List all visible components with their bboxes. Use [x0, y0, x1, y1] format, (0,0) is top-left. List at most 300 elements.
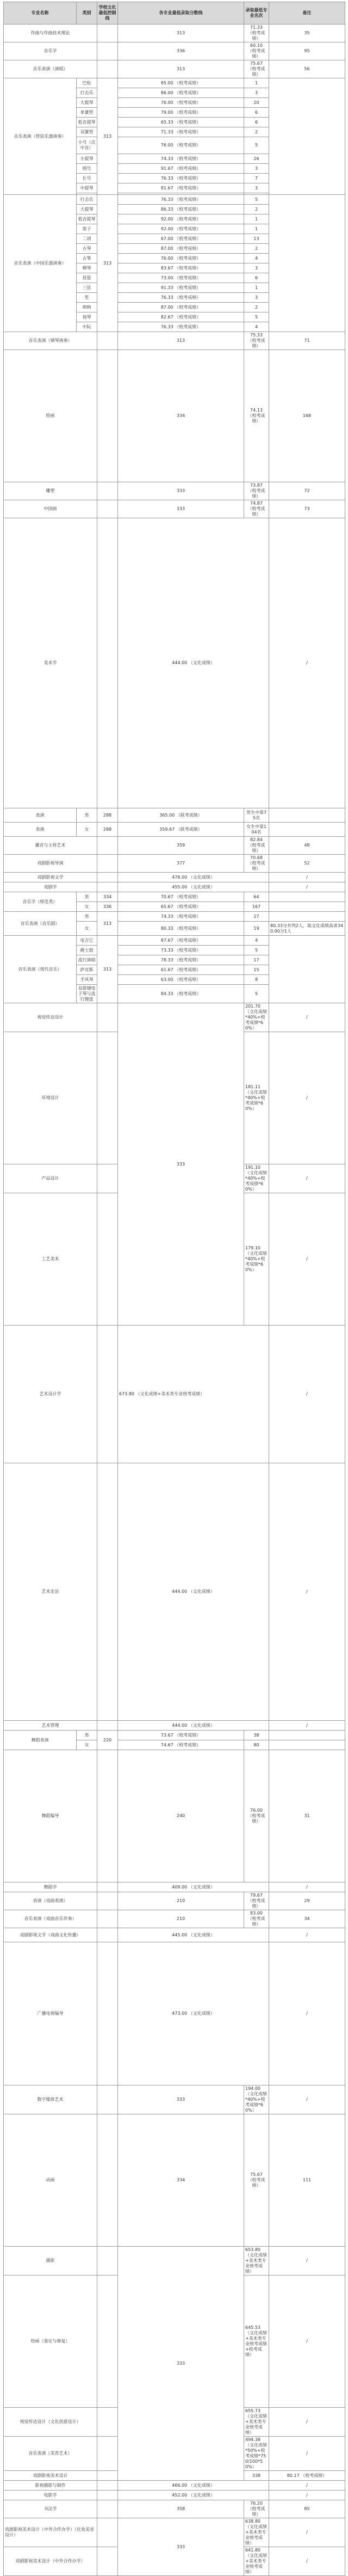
table-cell	[97, 855, 118, 873]
table-cell: 38	[244, 1731, 269, 1740]
table-cell: /	[269, 882, 345, 892]
table-cell: 60.10 （校考成绩）	[244, 42, 269, 60]
table-cell: 摄影	[4, 2247, 97, 2276]
table-cell: 工艺美术	[4, 1193, 97, 1326]
table-cell: 473.00 （文化成绩）	[118, 1942, 269, 2086]
admission-score-table	[3, 2, 345, 2576]
table-cell: 20	[244, 98, 269, 108]
table-cell	[269, 912, 345, 922]
header-category: 类别	[77, 2, 97, 24]
table-cell: 舞蹈学	[4, 1882, 97, 1892]
table-cell: 288	[97, 823, 118, 837]
table-cell: 31	[269, 1750, 345, 1882]
table-cell	[97, 2500, 118, 2518]
table-cell: 87.00 （校考成绩）	[118, 244, 244, 254]
table-cell: /	[269, 2481, 345, 2491]
table-cell: 音乐学	[4, 42, 97, 60]
table-cell: 5	[244, 946, 269, 955]
table-cell: 79.67 （校考成绩）	[244, 1892, 269, 1910]
table-cell: 双簧管	[77, 127, 97, 137]
table-cell: 76.00 （校考成绩）	[118, 98, 244, 108]
table-cell: 19	[244, 922, 269, 936]
table-cell: 73.87 （校考成绩）	[244, 482, 269, 500]
table-cell	[97, 332, 118, 350]
header-min-score: 各专业最低录取分数线	[118, 2, 244, 24]
table-cell: 双排键电子琴与流行键盘	[77, 985, 97, 1003]
table-cell: 3	[244, 183, 269, 193]
table-row	[4, 1882, 345, 1892]
table-row	[4, 837, 345, 855]
table-cell: 打击乐	[77, 88, 97, 98]
table-row	[4, 936, 345, 946]
table-cell: 小提琴	[77, 154, 97, 164]
table-cell: 低音提琴	[77, 118, 97, 127]
table-cell: 中国画	[4, 500, 97, 518]
table-cell: /	[269, 1193, 345, 1326]
table-row	[4, 1731, 345, 1740]
table-cell: 65.67 （校考成绩）	[118, 902, 244, 912]
table-cell	[97, 2491, 118, 2500]
table-cell: 313	[97, 912, 118, 936]
table-cell: 79.00 （校考成绩）	[118, 108, 244, 118]
table-cell: 72	[269, 482, 345, 500]
table-cell: 表演（戏曲表演）	[4, 1892, 97, 1910]
table-cell: 音乐表演（音乐剧）	[4, 912, 77, 936]
table-cell: 455.00 （文化成绩）	[118, 882, 269, 892]
table-cell: 365.00 （联考成绩）	[118, 808, 244, 823]
table-cell: 1	[244, 214, 269, 224]
table-cell: 2	[244, 205, 269, 214]
table-cell: 444.00 （文化成绩）	[118, 518, 269, 808]
table-cell: /	[269, 2491, 345, 2500]
table-cell: 70.67 （校考成绩）	[118, 892, 244, 902]
table-row	[4, 2500, 345, 2518]
header-remarks: 备注	[269, 2, 345, 24]
table-cell: 333	[118, 2247, 244, 2481]
table-cell: 15	[244, 965, 269, 975]
table-row	[4, 482, 345, 500]
table-cell	[97, 24, 118, 42]
table-cell	[97, 2086, 118, 2114]
table-cell: 73.67 （校考成绩）	[118, 1731, 244, 1740]
table-cell: 二胡	[77, 234, 97, 244]
table-cell: 29	[269, 1892, 345, 1910]
table-row	[4, 1750, 345, 1882]
table-cell: 92.00 （校考成绩）	[118, 214, 244, 224]
table-cell: 琵琶	[77, 273, 97, 283]
table-cell: 6	[244, 108, 269, 118]
table-cell: /	[269, 1032, 345, 1164]
table-cell: 音乐表演（现代音乐）	[4, 936, 77, 1003]
table-cell: 手风琴	[77, 975, 97, 985]
table-cell: 73	[269, 500, 345, 518]
table-cell: 音乐表演（戏曲音乐伴奏）	[4, 1910, 97, 1928]
table-cell	[269, 936, 345, 1003]
table-cell: 低音提琴	[77, 214, 97, 224]
table-cell: 戏剧影视文学	[4, 873, 97, 882]
table-cell: 6	[244, 118, 269, 127]
table-cell: 655.73 （文化成绩+美术类专业统考成绩）	[244, 2408, 269, 2437]
table-cell: 音乐学（师范类）	[4, 892, 77, 912]
table-cell: /	[269, 1928, 345, 1942]
table-cell: 男生中第75名	[244, 808, 269, 823]
table-cell: 313	[118, 60, 244, 78]
table-cell: 71.33 （校考成绩）	[118, 127, 244, 137]
table-cell: 古筝	[77, 254, 97, 263]
table-cell: 戏剧影视美术设计	[4, 2471, 97, 2481]
table-cell: 78.33 （校考成绩）	[118, 955, 244, 965]
table-cell: 35	[269, 24, 345, 42]
table-cell: 小号（次中音）	[77, 137, 97, 154]
table-row	[4, 2491, 345, 2500]
table-cell: 76.33 （校考成绩）	[118, 293, 244, 303]
table-cell: 76.33 （校考成绩）	[118, 322, 244, 332]
table-cell	[269, 823, 345, 837]
table-cell: 494.38 （文化成绩*50%+校考成绩*750/100*50%）	[244, 2437, 269, 2471]
table-cell: /	[269, 1164, 345, 1193]
table-cell: 168	[269, 350, 345, 482]
table-cell: 圆号	[77, 164, 97, 174]
table-row	[4, 2247, 345, 2276]
table-cell: /	[269, 1721, 345, 1731]
table-cell: 雕塑	[4, 482, 97, 500]
table-cell: 240	[118, 1750, 244, 1882]
table-cell: 产品设计	[4, 1164, 97, 1193]
table-cell	[269, 78, 345, 195]
table-cell: 扬琴	[77, 312, 97, 322]
table-cell: 播音与主持艺术	[4, 837, 97, 855]
table-cell: 4	[244, 936, 269, 946]
table-cell: 80	[244, 1740, 269, 1750]
table-cell: 75.67 （校考成绩）	[244, 60, 269, 78]
table-cell: 82.67 （校考成绩）	[118, 312, 244, 322]
table-cell	[269, 808, 345, 823]
table-cell: 61.67 （校考成绩）	[118, 965, 244, 975]
table-cell: 91.33 （校考成绩）	[118, 283, 244, 293]
table-cell	[97, 873, 118, 882]
table-row	[4, 1892, 345, 1910]
table-cell	[97, 1003, 118, 1032]
table-cell: 358	[118, 2500, 244, 2518]
table-cell: 653.80 （文化成绩+美术类专业统考成绩）	[244, 2247, 269, 2276]
table-cell: 111	[269, 2114, 345, 2247]
table-cell: 333	[118, 500, 244, 518]
table-cell: 76.33 （校考成绩）	[118, 195, 244, 205]
table-cell: /	[269, 2276, 345, 2408]
table-cell: 绘画	[4, 350, 97, 482]
table-cell: /	[269, 2086, 345, 2114]
table-cell: 64	[244, 892, 269, 902]
table-cell: 67.00 （校考成绩）	[118, 234, 244, 244]
table-cell: 83.00 （校考成绩）	[244, 1910, 269, 1928]
table-cell	[269, 1731, 345, 1740]
table-cell: 5	[244, 312, 269, 322]
table-row	[4, 2086, 345, 2114]
table-cell: 333	[118, 2086, 244, 2114]
table-cell: 444.00 （文化成绩）	[118, 1721, 269, 1731]
table-cell: 3	[244, 293, 269, 303]
table-cell: 638.80 （文化成绩+美术类专业统考成绩）	[244, 2518, 269, 2547]
table-cell: 74.33 （校考成绩）	[118, 912, 244, 922]
table-cell: 男	[77, 1731, 97, 1740]
table-cell: 3	[244, 164, 269, 174]
table-cell	[97, 2276, 118, 2408]
table-cell	[97, 1193, 118, 1326]
table-cell: 4	[244, 254, 269, 263]
table-cell: 70.68 （校考成绩）	[244, 855, 269, 873]
table-cell: /	[269, 2247, 345, 2276]
table-cell: 313	[97, 78, 118, 195]
table-cell: 6	[244, 273, 269, 283]
table-cell: 27	[244, 912, 269, 922]
table-cell	[97, 2518, 118, 2547]
table-cell: 377	[118, 855, 244, 873]
table-cell: 645.53 （文化成绩+美术类专业统考成绩+校考成绩）	[244, 2276, 269, 2408]
table-row	[4, 882, 345, 892]
table-cell: 5	[244, 137, 269, 154]
table-row	[4, 500, 345, 518]
table-row	[4, 823, 345, 837]
table-cell: /	[269, 873, 345, 882]
table-cell: 表演	[4, 808, 77, 823]
table-cell: 409.00 （文化成绩）	[118, 1882, 269, 1892]
table-cell: 336	[118, 42, 244, 60]
table-cell: 男	[77, 808, 97, 823]
table-row	[4, 332, 345, 350]
table-row	[4, 873, 345, 882]
table-cell: 戏剧影视文学（戏曲文化传播）	[4, 1928, 97, 1942]
table-cell: 80.17 （校考成绩）	[269, 2471, 345, 2481]
table-cell: 673.80 （文化成绩+美术类专业统考成绩）	[118, 1326, 269, 1463]
table-cell	[97, 350, 118, 482]
table-cell: 76.00 （校考成绩）	[118, 137, 244, 154]
table-cell	[97, 1326, 118, 1463]
table-cell: 210	[118, 1910, 244, 1928]
table-cell: 83.67 （校考成绩）	[118, 263, 244, 273]
table-cell	[97, 60, 118, 78]
table-cell	[97, 1164, 118, 1193]
table-cell: 313	[118, 332, 244, 350]
table-cell: 76.20 （校考成绩）	[244, 2500, 269, 2518]
table-cell: 影视摄影与制作	[4, 2481, 97, 2491]
table-cell: /	[269, 2518, 345, 2547]
table-cell: 26	[244, 154, 269, 164]
table-cell: 美术学	[4, 518, 97, 808]
table-cell: 女	[77, 1740, 97, 1750]
table-cell	[97, 1721, 118, 1731]
table-cell: 92.00 （校考成绩）	[118, 224, 244, 234]
table-cell: 电吉它	[77, 936, 97, 946]
table-cell: 76.00 （校考成绩）	[244, 1750, 269, 1882]
table-cell: 333	[118, 1003, 244, 1326]
table-cell: 359	[118, 837, 244, 855]
table-cell: 作曲与作曲技术理论	[4, 24, 97, 42]
table-row	[4, 1463, 345, 1721]
table-cell: 表演	[4, 823, 77, 837]
table-cell	[97, 1892, 118, 1910]
table-cell: 音乐表演（管弦乐器演奏）	[4, 78, 77, 195]
table-cell: 2	[244, 127, 269, 137]
table-cell: 179.10 （文化成绩*40%+校考成绩*60%）	[244, 1193, 269, 1326]
table-header-row	[4, 2, 345, 24]
table-cell: 95	[269, 42, 345, 60]
table-row	[4, 350, 345, 482]
table-cell: 爵士鼓	[77, 946, 97, 955]
table-cell: /	[269, 2408, 345, 2437]
table-cell: 广播电视编导	[4, 1942, 97, 2086]
table-cell	[97, 1032, 118, 1164]
table-row	[4, 42, 345, 60]
table-cell: /	[269, 1003, 345, 1032]
table-row	[4, 1910, 345, 1928]
table-cell: 73.00 （校考成绩）	[118, 273, 244, 283]
table-cell: 绘画（鉴定与修复）	[4, 2276, 97, 2408]
table-cell: 81.67 （校考成绩）	[118, 183, 244, 193]
table-cell	[97, 2437, 118, 2471]
table-cell: 48	[269, 837, 345, 855]
table-cell	[269, 902, 345, 912]
table-cell: 音乐表演（钢琴演奏）	[4, 332, 97, 350]
table-cell: 641.80 （文化成绩+美术类专业统考成绩）	[244, 2547, 269, 2576]
table-cell: 巴松	[77, 78, 97, 88]
table-cell: 1	[244, 283, 269, 293]
table-cell: 74.87 （校考成绩）	[244, 500, 269, 518]
table-cell	[97, 2547, 118, 2576]
table-cell: 75.67 （校考成绩）	[244, 2114, 269, 2247]
table-cell	[97, 1928, 118, 1942]
table-cell: 音乐表演（中国乐器演奏）	[4, 195, 77, 332]
table-row	[4, 60, 345, 78]
table-cell: 333	[118, 2518, 244, 2576]
table-cell: 338	[244, 2471, 269, 2481]
table-cell: 柳琴	[77, 263, 97, 273]
table-cell: 大提琴	[77, 205, 97, 214]
table-cell: 单簧管	[77, 108, 97, 118]
table-row	[4, 2114, 345, 2247]
table-cell: /	[269, 2437, 345, 2471]
table-cell: 220	[97, 1731, 118, 1750]
table-cell: 63.00 （校考成绩）	[118, 975, 244, 985]
table-cell	[97, 2408, 118, 2437]
table-cell: 336	[97, 902, 118, 912]
table-cell: 181.11 （文化成绩*40%+校考成绩*60%）	[244, 1032, 269, 1164]
table-cell: /	[269, 1942, 345, 2086]
table-cell: 艺术设计学	[4, 1326, 97, 1463]
table-cell	[97, 2247, 118, 2276]
table-cell: 73.33 （校考成绩）	[118, 946, 244, 955]
table-cell	[97, 1942, 118, 2086]
table-row	[4, 892, 345, 902]
table-cell: 52	[269, 855, 345, 873]
table-cell: 1	[244, 78, 269, 88]
header-min-rank: 录取最低专业名次	[244, 2, 269, 24]
table-cell: 452.00 （文化成绩）	[118, 2491, 269, 2500]
table-cell: 古琴	[77, 244, 97, 254]
table-cell: 音乐表演（演唱）	[4, 60, 97, 78]
table-cell: 戏剧影视导演	[4, 855, 97, 873]
table-cell: 萨克斯	[77, 965, 97, 975]
table-cell: 女	[77, 823, 97, 837]
table-cell: 流行演唱	[77, 955, 97, 965]
table-cell: 7	[244, 174, 269, 183]
table-cell: 女	[77, 902, 97, 912]
table-row	[4, 855, 345, 873]
table-cell: 三弦	[77, 283, 97, 293]
table-body	[4, 24, 345, 2576]
table-cell: 3	[244, 88, 269, 98]
table-cell: 动画	[4, 2114, 97, 2247]
table-cell: 戏剧学	[4, 882, 97, 892]
table-cell: /	[269, 1463, 345, 1721]
table-cell	[97, 1882, 118, 1892]
table-cell: 87.67 （校考成绩）	[118, 936, 244, 946]
table-cell: 中提琴	[77, 183, 97, 193]
table-cell: 2	[244, 244, 269, 254]
table-row	[4, 1003, 345, 1032]
table-cell: 71.33 （校考成绩）	[244, 24, 269, 42]
table-cell	[97, 500, 118, 518]
table-cell: 334	[97, 892, 118, 902]
table-row	[4, 1942, 345, 2086]
table-cell	[97, 2114, 118, 2247]
table-cell: 书法学	[4, 2500, 97, 2518]
table-cell: 视觉传达设计	[4, 1003, 97, 1032]
table-cell: 打击乐	[77, 195, 97, 205]
table-cell: 85	[269, 2500, 345, 2518]
table-cell: 男	[77, 892, 97, 902]
table-cell: 戏剧影视美术设计（中外合作办学）（化妆美容设计）	[4, 2518, 97, 2547]
table-cell: 2	[244, 303, 269, 312]
table-cell: 71	[269, 332, 345, 350]
table-cell: 74.67 （校考成绩）	[118, 1740, 244, 1750]
table-cell: 313	[118, 24, 244, 42]
table-cell: 191.10 （文化成绩*40%+校考成绩*60%）	[244, 1164, 269, 1193]
table-row	[4, 2481, 345, 2491]
table-cell	[97, 2471, 118, 2481]
table-cell: 359.67 （联考成绩）	[118, 823, 244, 837]
table-row	[4, 518, 345, 808]
table-cell: /	[269, 1326, 345, 1463]
table-cell: 中阮	[77, 322, 97, 332]
table-cell: 445.00 （文化成绩）	[118, 1928, 269, 1942]
table-cell: 75.33 （校考成绩）	[244, 332, 269, 350]
table-cell	[269, 1740, 345, 1750]
table-cell	[97, 482, 118, 500]
table-cell: 87.00 （校考成绩）	[118, 303, 244, 312]
table-row	[4, 1721, 345, 1731]
table-cell: 音乐表演（美育艺术）	[4, 2437, 97, 2471]
header-culture-line: 学校文化最低控制线	[97, 2, 118, 24]
table-cell: 80.33 （校考成绩）	[118, 922, 244, 936]
table-cell: 5	[244, 195, 269, 205]
table-cell: 333	[118, 482, 244, 500]
table-cell: 舞蹈编导	[4, 1750, 97, 1882]
table-cell: 84.33 （校考成绩）	[118, 985, 244, 1003]
table-row	[4, 24, 345, 42]
table-cell: 艺术管理	[4, 1721, 97, 1731]
table-cell	[97, 1463, 118, 1721]
table-cell: 8	[244, 975, 269, 985]
table-cell: 313	[97, 195, 118, 332]
table-cell: 长号	[77, 174, 97, 183]
table-row	[4, 808, 345, 823]
table-cell: 1	[244, 224, 269, 234]
table-cell	[269, 195, 345, 332]
table-cell: 艺术史论	[4, 1463, 97, 1721]
table-cell: 女	[77, 922, 97, 936]
table-cell: 334	[118, 350, 244, 482]
table-cell: 13	[244, 234, 269, 244]
